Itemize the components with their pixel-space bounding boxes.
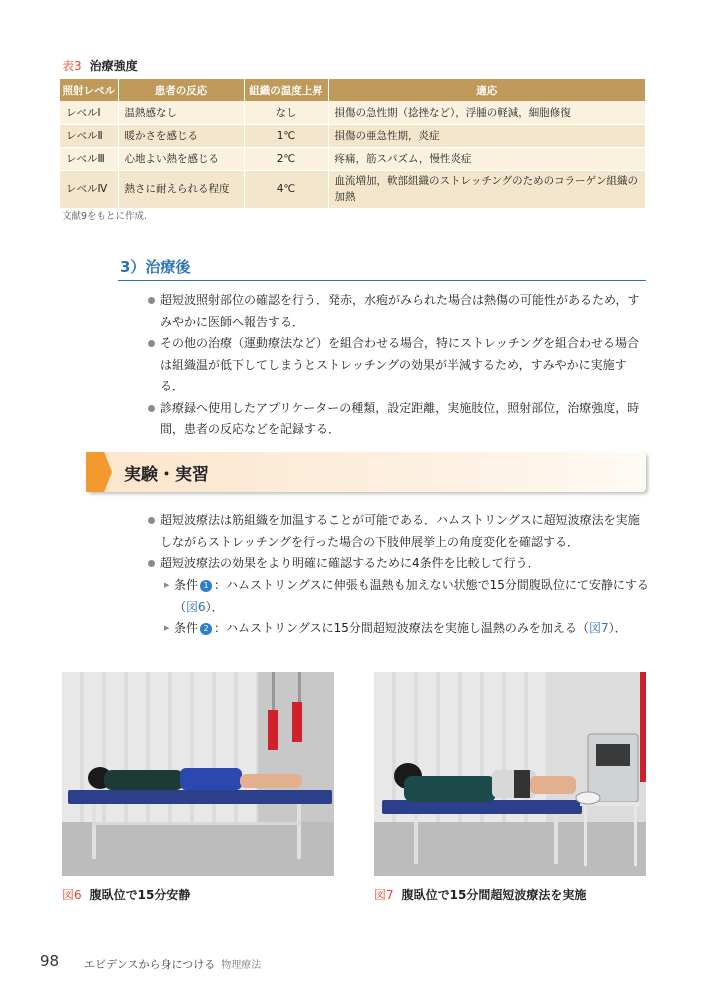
cell-indication: 血流増加，軟部組織のストレッチングのためのコラーゲン組織の加熱 [328,170,646,208]
page-number: 98 [40,952,60,970]
table-header-row [60,79,646,101]
cell-level: レベルⅡ [60,124,118,147]
after-treatment-list [148,290,648,441]
condition-prefix: 条件 [174,621,199,635]
cell-temp: 4℃ [244,170,328,208]
condition-number-badge: 2 [200,623,212,635]
section-divider [118,280,646,281]
figure-caption-text: 腹臥位で15分間超短波療法を実施 [401,888,587,902]
header-indication: 適応 [328,79,646,101]
condition-suffix: ）． [205,599,224,614]
table-source-note: 文献9をもとに作成. [62,211,148,222]
figure6-caption [62,886,190,903]
figure-number: 図6 [62,888,82,902]
figure7-photo [374,672,646,876]
cell-indication: 損傷の急性期（捻挫など），浮腫の軽減，細胞修復 [328,101,646,124]
cell-indication: 疼痛，筋スパズム，慢性炎症 [328,147,646,170]
table-title: 治療強度 [89,59,138,73]
cell-level: レベルⅢ [60,147,118,170]
cell-indication: 損傷の亜急性期，炎症 [328,124,646,147]
list-item: 超短波照射部位の確認を行う．発赤，水疱がみられた場合は熱傷の可能性があるため，すみやかに医師へ報告する． [148,290,648,333]
cell-reaction: 心地よい熱を感じる [118,147,244,170]
condition-text: ：ハムストリングスに15分間超短波療法を実施し温熱のみを加える（ [214,621,589,635]
banner-title: 実験・実習 [124,465,209,485]
figure-number: 図7 [374,888,394,902]
list-item: その他の治療（運動療法など）を組合わせる場合，特にストレッチングを組合わせる場合は組織温が低下してしまうとストレッチングの効果が半減するため，すみやかに実施する． [148,333,648,398]
cell-reaction: 暖かさを感じる [118,124,244,147]
table-row [60,101,646,124]
figure-link[interactable]: 図6 [186,599,206,614]
condition-prefix: 条件 [174,578,199,592]
list-item: 超短波療法は筋組織を加温することが可能である．ハムストリングスに超短波療法を実施しながらストレッチングを行った場合の下肢伸展挙上の角度変化を確認する． [148,510,648,553]
condition-item [164,575,654,618]
table-row [60,147,646,170]
list-item: 診療録へ使用したアプリケーターの種類，設定距離，実施肢位，照射部位，治療強度，時間，患者の反応などを記録する． [148,398,648,441]
list-item: 超短波療法の効果をより明確に確認するために4条件を比較して行う． [148,553,648,575]
book-title: エビデンスから身につける [84,958,216,971]
table-caption [62,57,138,74]
running-footer [84,956,261,972]
condition-suffix: ）． [608,621,627,635]
figure-link[interactable]: 図7 [588,621,609,635]
cell-temp: なし [244,101,328,124]
cell-reaction: 熱さに耐えられる程度 [118,170,244,208]
figure-caption-text: 腹臥位で15分安静 [89,888,191,902]
treatment-intensity-table [60,79,646,209]
header-reaction: 患者の反応 [118,79,244,101]
condition-text: ：ハムストリングスに伸張も温熱も加えない状態で15分間腹臥位にて安静にする（ [174,578,649,614]
table-row [60,170,646,208]
condition-list [164,575,654,640]
cell-temp: 2℃ [244,147,328,170]
header-level: 照射レベル [60,79,118,101]
condition-item [164,618,654,640]
header-temp: 組織の温度上昇 [244,79,328,101]
cell-level: レベルⅠ [60,101,118,124]
condition-number-badge: 1 [200,580,212,592]
figure6-photo [62,672,334,876]
figure7-caption [374,886,586,903]
cell-reaction: 温熱感なし [118,101,244,124]
table-number: 表3 [62,59,82,73]
table-row [60,124,646,147]
cell-level: レベルⅣ [60,170,118,208]
experiment-list [148,510,648,575]
book-subject: 物理療法 [221,960,262,971]
cell-temp: 1℃ [244,124,328,147]
section-heading: 3）治療後 [120,258,191,276]
